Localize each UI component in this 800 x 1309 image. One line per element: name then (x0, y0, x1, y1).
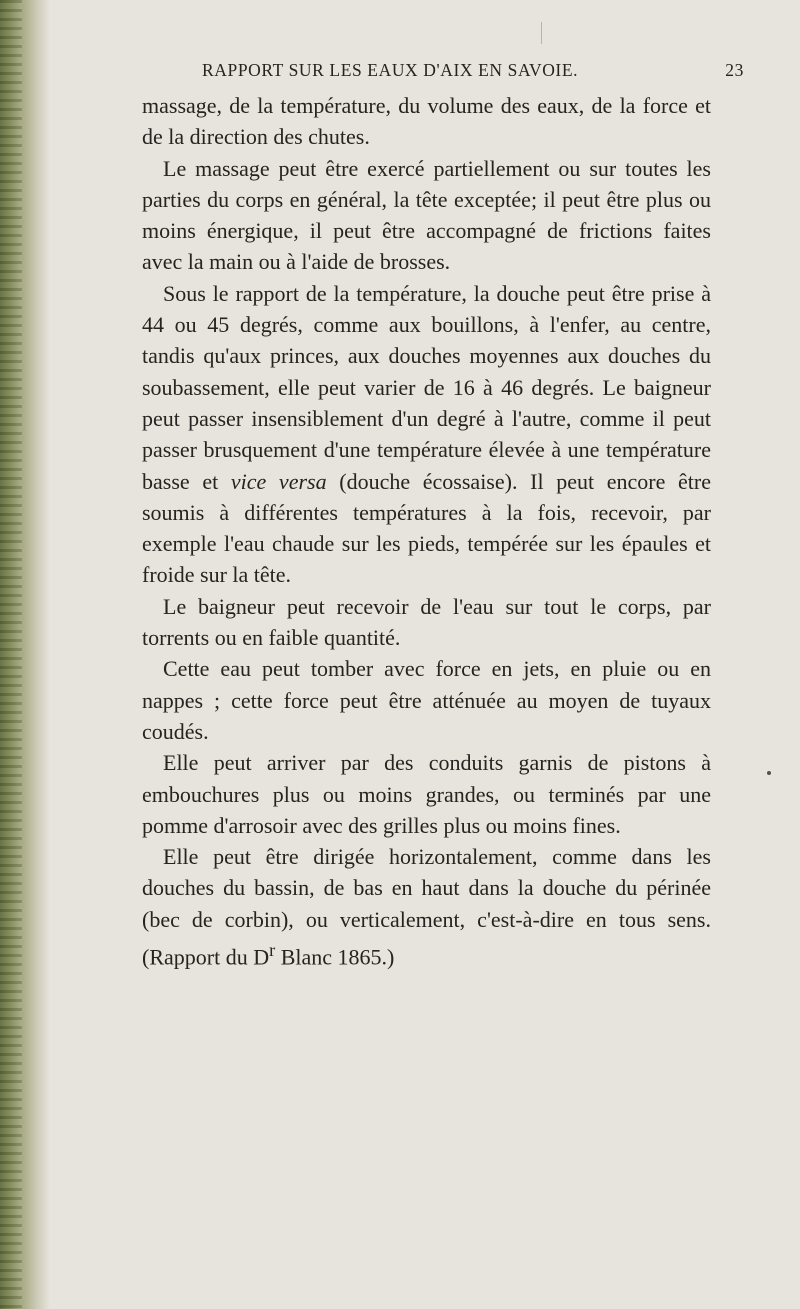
paragraph-1-text: massage, de la température, du volume des eaux, de la force et de la direction des chutes. (142, 93, 711, 150)
paragraph-3-text-after: (douche écossaise). Il peut encore être soumis à différentes températures à la fois, recevoir, par exemple l'eau chaude sur les pieds, tempérée sur les épaules et froide sur la tête. (142, 468, 712, 588)
paragraph-5-text: Cette eau peut tomber avec force en jets, en pluie ou en nappes ; cette force peut être atténuée au moyen de tuyaux coudés. (142, 656, 711, 744)
paragraph-7-superscript: r (269, 940, 276, 961)
paragraph-2 (142, 153, 711, 278)
body-text (142, 90, 711, 973)
paragraph-5 (142, 653, 711, 747)
paragraph-3-text-before: Sous le rapport de la température, la douche peut être prise à 44 ou 45 degrés, comme aux bouillons, à l'enfer, au centre, tandis qu'aux princes, aux douches moyennes aux douches du soubassement, elle peut varier de 16 à 46 degrés. Le baigneur peut passer insensiblement d'un degré à l'autre, comme il peut passer brusquement d'une température élevée à une température basse et (142, 280, 711, 494)
paragraph-1 (142, 90, 711, 153)
running-head-title: RAPPORT SUR LES EAUX D'AIX EN SAVOIE. (202, 60, 579, 80)
paragraph-6 (142, 747, 711, 841)
paragraph-7-text-after: Blanc 1865.) (275, 944, 395, 970)
page-number: 23 (725, 60, 744, 80)
paragraph-3-italic-term: vice versa (230, 468, 327, 494)
paragraph-6-text: Elle peut arriver par des conduits garnis de pistons à embouchures plus ou moins grandes, ou terminés par une pomme d'arrosoir avec des grilles plus ou moins fines. (142, 750, 711, 838)
paragraph-7 (142, 841, 711, 973)
paragraph-2-text: Le massage peut être exercé partiellement ou sur toutes les parties du corps en général, la tête exceptée; il peut être plus ou moins énergique, il peut être accompagné de frictions faites avec la main ou à l'aide de brosses. (142, 155, 711, 275)
paragraph-4-text: Le baigneur peut recevoir de l'eau sur tout le corps, par torrents ou en faible quantité. (142, 593, 711, 651)
paragraph-4 (142, 591, 711, 654)
stray-ink-dot (767, 771, 771, 775)
paragraph-3 (142, 278, 711, 591)
running-head (202, 60, 744, 84)
paragraph-7-text-before: Elle peut être dirigée horizontalement, comme dans les douches du bassin, de bas en haut dans la douche du périnée (bec de corbin), ou verticalement, c'est-à-dire en tous sens. (Rapport du D (142, 844, 711, 970)
binding-texture (0, 0, 22, 1309)
